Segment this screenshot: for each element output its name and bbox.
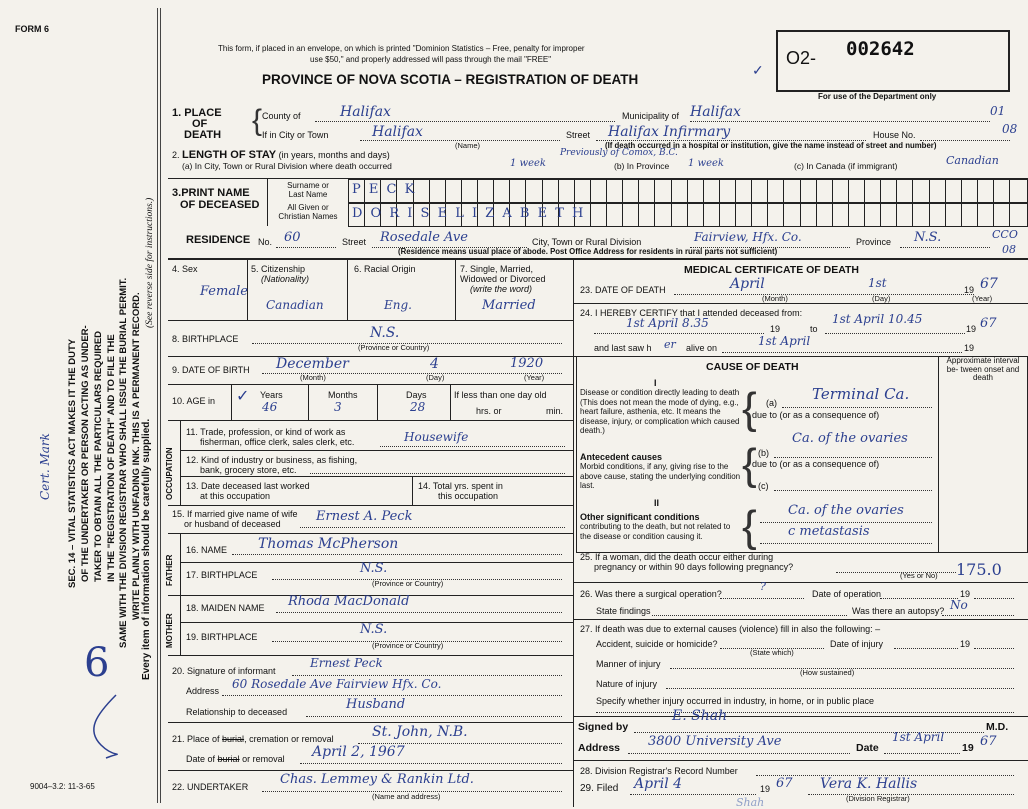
q26-label: 26. Was there a surgical operation? bbox=[580, 589, 722, 599]
md-label: M.D. bbox=[986, 721, 1009, 733]
age-months: 3 bbox=[334, 400, 342, 414]
residence-label: RESIDENCE bbox=[186, 234, 251, 246]
surname-grid bbox=[348, 179, 1028, 203]
informant-sig-label: 20. Signature of informant bbox=[172, 666, 276, 676]
racial-label: 6. Racial Origin bbox=[354, 264, 416, 274]
cause-a-tag: (a) bbox=[766, 398, 777, 408]
injury-year-prefix: 19 bbox=[960, 639, 971, 649]
residence-code-2: 08 bbox=[1002, 243, 1016, 256]
manner-label: Manner of injury bbox=[596, 659, 661, 669]
injury-date-label: Date of injury bbox=[830, 639, 884, 649]
mother-maiden-label: 18. MAIDEN NAME bbox=[186, 603, 265, 613]
reg-number: 002642 bbox=[846, 38, 915, 60]
city-label: If in City or Town bbox=[262, 130, 329, 140]
dob-year: 1920 bbox=[510, 356, 544, 371]
stay-label: 2. LENGTH OF STAY (in years, months and days) bbox=[172, 149, 390, 161]
death-year-prefix: 19 bbox=[964, 285, 975, 295]
law-line-5: SAME WITH THE DIVISION REGISTRAR WHO SHALL ISSUE THE BURIAL PERMIT. bbox=[118, 277, 129, 648]
father-name: Thomas McPherson bbox=[258, 536, 399, 552]
burial-date: April 2, 1967 bbox=[312, 744, 405, 760]
other-brace: { bbox=[742, 502, 757, 551]
law-line-2: OF THE UNDERTAKER OR PERSON ACTING AS UNDER- bbox=[80, 325, 91, 582]
death-date-label: 23. DATE OF DEATH bbox=[580, 285, 666, 295]
burial-place: St. John, N.B. bbox=[372, 724, 468, 740]
autopsy-value: No bbox=[950, 598, 968, 612]
dob-year-hint: (Year) bbox=[524, 373, 545, 382]
birthplace-hint: (Province or Country) bbox=[358, 343, 430, 352]
min-label: min. bbox=[546, 406, 564, 416]
residence-prov-label: Province bbox=[856, 237, 892, 247]
state-which-hint: (State which) bbox=[750, 648, 794, 657]
father-bp: N.S. bbox=[360, 561, 388, 576]
months-label: Months bbox=[328, 390, 358, 400]
q11-value: Housewife bbox=[404, 430, 469, 444]
residence-note: (Residence means usual place of abode. Post Office Address for residents in rural parts not sufficient) bbox=[398, 247, 778, 256]
sign-year-prefix: 19 bbox=[962, 742, 974, 754]
municipality-code: 01 bbox=[990, 104, 1006, 118]
surname-value: P E C K bbox=[352, 182, 417, 197]
less-than-day-label: If less than one day old bbox=[454, 390, 547, 400]
stay-c-label: (c) In Canada (if immigrant) bbox=[794, 161, 898, 171]
q27-label: 27. If death was due to external causes (violence) fill in also the following: – bbox=[580, 624, 881, 634]
margin-note: Cert. Mark bbox=[38, 433, 52, 500]
alive-label: alive on bbox=[686, 343, 718, 353]
county-label: County of bbox=[262, 111, 301, 121]
mother-bp-hint: (Province or Country) bbox=[372, 641, 444, 650]
filed-year: 67 bbox=[776, 776, 793, 791]
informant-addr-label: Address bbox=[186, 686, 220, 696]
stay-a-value: 1 week bbox=[510, 158, 546, 169]
filed-year-prefix: 19 bbox=[760, 784, 771, 794]
q28-label: 28. Division Registrar's Record Number bbox=[580, 766, 738, 776]
law-line-4: IN THE "REGISTRATION OF DEATH" AND TO FILE THE bbox=[106, 334, 117, 582]
findings-label: State findings bbox=[596, 606, 651, 616]
dob-day-hint: (Day) bbox=[426, 373, 445, 382]
residence-div: Fairview, Hfx. Co. bbox=[694, 230, 802, 244]
last-saw-her: er bbox=[664, 338, 676, 351]
deceased-label: 3.PRINT NAME OF DECEASED bbox=[172, 187, 260, 211]
address-value: 3800 University Ave bbox=[648, 734, 782, 749]
mother-maiden: Rhoda MacDonald bbox=[288, 594, 410, 609]
marital-label: 7. Single, Married, Widowed or Divorced (write the word) bbox=[460, 264, 546, 294]
dept-use-label: For use of the Department only bbox=[818, 92, 937, 101]
q11-label: 11. Trade, profession, or kind of work as fisherman, office clerk, sales clerk, etc. bbox=[186, 427, 355, 447]
margin-scrawl bbox=[76, 690, 136, 760]
check-mark-icon: ✓ bbox=[752, 62, 764, 78]
medical-title: MEDICAL CERTIFICATE OF DEATH bbox=[684, 264, 859, 276]
immediate-brace: { bbox=[742, 384, 757, 433]
stay-b-label: (b) In Province bbox=[614, 161, 670, 171]
last-saw-label: and last saw h bbox=[594, 343, 652, 353]
cause-title: CAUSE OF DEATH bbox=[706, 361, 799, 373]
burial-date-label: Date of burial or removal bbox=[186, 754, 285, 764]
q14-label: 14. Total yrs. spent in this occupation bbox=[418, 481, 503, 501]
residence-prov: N.S. bbox=[914, 230, 942, 245]
informant-addr: 60 Rosedale Ave Fairview Hfx. Co. bbox=[232, 677, 442, 691]
dob-month-hint: (Month) bbox=[300, 373, 326, 382]
certify-to-year: 67 bbox=[980, 316, 997, 331]
registrar-hint: (Division Registrar) bbox=[846, 794, 910, 803]
dob-month: December bbox=[276, 356, 349, 372]
days-label: Days bbox=[406, 390, 427, 400]
street-value: Halifax Infirmary bbox=[608, 124, 731, 140]
instruction-line-2: (See reverse side for instructions.) bbox=[145, 197, 155, 328]
form-number: FORM 6 bbox=[15, 24, 50, 34]
father-bp-hint: (Province or Country) bbox=[372, 579, 444, 588]
stay-previous: Previously of Comox, B.C. bbox=[560, 148, 678, 158]
due-to-1: due to (or as a consequence of) bbox=[752, 410, 880, 420]
undertaker-label: 22. UNDERTAKER bbox=[172, 782, 249, 792]
signed-label: Signed by bbox=[578, 721, 629, 733]
informant-sig: Ernest Peck bbox=[310, 656, 383, 670]
cause-b: Ca. of the ovaries bbox=[792, 431, 908, 446]
antecedent-body: Morbid conditions, if any, giving rise to the above cause, stating the underlying condition last. bbox=[580, 462, 741, 490]
postal-note-1: This form, if placed in an envelope, on which is printed "Dominion Statistics – Free, penalty for improper bbox=[218, 44, 585, 53]
other-cond-1: Ca. of the ovaries bbox=[788, 503, 904, 518]
op-year-prefix: 19 bbox=[960, 589, 971, 599]
death-year-hint: (Year) bbox=[972, 294, 993, 303]
undertaker-value: Chas. Lemmey & Rankin Ltd. bbox=[280, 772, 474, 787]
to-label: to bbox=[810, 324, 818, 334]
residence-no-label: No. bbox=[258, 237, 273, 247]
specify-label: Specify whether injury occurred in industry, in home, or in public place bbox=[596, 696, 874, 706]
residence-street-label: Street bbox=[342, 237, 367, 247]
city-value: Halifax bbox=[372, 124, 423, 140]
death-year: 67 bbox=[980, 276, 998, 292]
hrs-label: hrs. or bbox=[476, 406, 502, 416]
signed-value: E. Shah bbox=[672, 708, 728, 724]
age-check-icon: ✓ bbox=[236, 386, 250, 405]
municipality-value: Halifax bbox=[690, 104, 741, 120]
how-sustained-hint: (How sustained) bbox=[800, 668, 855, 677]
margin-mark: 6 bbox=[84, 640, 110, 686]
yes-no-hint: (Yes or No) bbox=[900, 571, 938, 580]
dob-label: 9. DATE OF BIRTH bbox=[172, 365, 250, 375]
q12-label: 12. Kind of industry or business, as fishing, bank, grocery store, etc. bbox=[186, 455, 358, 475]
certify-from: 1st April 8.35 bbox=[626, 316, 709, 330]
sex-label: 4. Sex bbox=[172, 264, 198, 274]
father-bp-label: 17. BIRTHPLACE bbox=[186, 570, 258, 580]
law-line-6: WRITE PLAINLY WITH UNFADING INK. THIS IS A PERMANENT RECORD. bbox=[131, 292, 142, 620]
municipality-label: Municipality of bbox=[622, 111, 680, 121]
place-label: 1. PLACE OF DEATH bbox=[172, 107, 222, 141]
registration-number-box bbox=[776, 30, 1010, 92]
hospital-note: (If death occurred in a hospital or institution, give the name instead of street and number) bbox=[605, 141, 937, 150]
q26-value: ? bbox=[760, 580, 766, 593]
law-line-1: SEC. 14 – VITAL STATISTICS ACT MAKES IT THE DUTY bbox=[67, 338, 78, 588]
accident-label: Accident, suicide or homicide? bbox=[596, 639, 718, 649]
surname-label: Surname or Last Name bbox=[287, 181, 329, 199]
op-date-label: Date of operation bbox=[812, 589, 882, 599]
sign-date-label: Date bbox=[856, 742, 879, 754]
mother-side-label: MOTHER bbox=[165, 613, 174, 648]
nature-label: Nature of injury bbox=[596, 679, 658, 689]
residence-street: Rosedale Ave bbox=[380, 230, 468, 245]
birthplace-label: 8. BIRTHPLACE bbox=[172, 334, 239, 344]
residence-no: 60 bbox=[284, 230, 301, 245]
age-days: 28 bbox=[410, 400, 426, 414]
other-title: Other significant conditions bbox=[580, 512, 700, 522]
house-label: House No. bbox=[873, 130, 916, 140]
dob-day: 4 bbox=[430, 356, 439, 372]
reg-prefix: O2- bbox=[786, 48, 817, 68]
house-code: 08 bbox=[1002, 122, 1018, 136]
citizenship-label: 5. Citizenship (Nationality) bbox=[251, 264, 310, 284]
last-saw-date: 1st April bbox=[758, 334, 811, 348]
mother-bp-label: 19. BIRTHPLACE bbox=[186, 632, 258, 642]
antecedent-title: Antecedent causes bbox=[580, 452, 663, 462]
instruction-line-1: Every item of information should be carefully supplied. bbox=[141, 418, 152, 680]
last-saw-year: 19 bbox=[964, 343, 975, 353]
to-year-prefix: 19 bbox=[966, 324, 977, 334]
bottom-scrawl: Shah bbox=[736, 796, 765, 809]
given-value: D O R I S E L I Z A B E T H bbox=[352, 206, 586, 221]
filed-date: April 4 bbox=[634, 776, 683, 792]
antecedent-brace: { bbox=[742, 440, 757, 489]
other-cond-2: c metastasis bbox=[788, 524, 870, 539]
county-value: Halifax bbox=[340, 104, 391, 120]
q13-label: 13. Date deceased last worked at this occupation bbox=[186, 481, 310, 501]
postal-note-2: use $50," and properly addressed will pass through the mail "FREE" bbox=[310, 55, 552, 64]
residence-code-1: CCO bbox=[992, 228, 1018, 241]
father-name-label: 16. NAME bbox=[186, 545, 228, 555]
occupation-side-label: OCCUPATION bbox=[165, 447, 174, 500]
racial-value: Eng. bbox=[384, 298, 412, 312]
sex-value: Female bbox=[200, 284, 248, 299]
address-label: Address bbox=[578, 742, 621, 754]
autopsy-label: Was there an autopsy? bbox=[852, 606, 945, 616]
place-brace: { bbox=[252, 104, 263, 137]
q29-label: 29. Filed bbox=[580, 783, 619, 794]
residence-div-label: City, Town or Rural Division bbox=[532, 237, 642, 247]
form-title: PROVINCE OF NOVA SCOTIA – REGISTRATION OF DEATH bbox=[262, 72, 639, 87]
cause-b-tag: (b) bbox=[758, 448, 769, 458]
part-1: I bbox=[654, 378, 657, 388]
other-body: contributing to the death, but not related to the disease or condition causing it. bbox=[580, 522, 731, 541]
certify-label: 24. I HEREBY CERTIFY that I attended deceased from: bbox=[580, 308, 803, 318]
burial-place-label: 21. Place of burial, cremation or removal bbox=[172, 734, 334, 744]
spouse-value: Ernest A. Peck bbox=[316, 509, 413, 524]
immediate-cause-label: Disease or condition directly leading to death (This does not mean the mode of dying, e.g., heart failure, asthenia, etc. It means the disease, injury, or complication which caused death.) bbox=[580, 388, 740, 435]
stay-c-value: Canadian bbox=[946, 154, 999, 167]
mother-bp: N.S. bbox=[360, 622, 388, 637]
undertaker-hint: (Name and address) bbox=[372, 792, 441, 801]
footer-code: 9004–3.2: 11-3-65 bbox=[30, 782, 95, 791]
citizenship-value: Canadian bbox=[266, 298, 324, 312]
city-name-hint: (Name) bbox=[455, 141, 481, 150]
death-day-hint: (Day) bbox=[872, 294, 891, 303]
street-label: Street bbox=[566, 130, 591, 140]
sign-year: 67 bbox=[980, 734, 997, 749]
registrar-signature: Vera K. Hallis bbox=[820, 776, 918, 792]
cause-c-tag: (c) bbox=[758, 481, 769, 491]
due-to-2: due to (or as a consequence of) bbox=[752, 459, 880, 469]
interval-label: Approximate interval be- tween onset and death bbox=[946, 356, 1020, 382]
q25-code: 175.0 bbox=[956, 560, 1002, 579]
cause-a: Terminal Ca. bbox=[812, 385, 910, 403]
from-year: 19 bbox=[770, 324, 781, 334]
marital-value: Married bbox=[482, 298, 536, 313]
death-month-hint: (Month) bbox=[762, 294, 788, 303]
certify-to: 1st April 10.45 bbox=[832, 312, 923, 326]
death-month: April bbox=[730, 276, 765, 292]
birthplace-value: N.S. bbox=[370, 325, 400, 341]
part-2: II bbox=[654, 498, 660, 508]
stay-b-value: 1 week bbox=[688, 158, 724, 169]
father-side-label: FATHER bbox=[165, 554, 174, 586]
given-label: All Given or Christian Names bbox=[278, 203, 338, 221]
law-line-3: TAKER TO OBTAIN ALL THE PARTICULARS REQUIRED bbox=[93, 330, 104, 582]
informant-rel-label: Relationship to deceased bbox=[186, 707, 288, 717]
age-years: 46 bbox=[262, 400, 278, 414]
death-day: 1st bbox=[868, 276, 887, 290]
age-label: 10. AGE in bbox=[172, 396, 216, 406]
sign-date: 1st April bbox=[892, 730, 945, 744]
q25-label: 25. If a woman, did the death occur either during pregnancy or within 90 days following pregnancy? bbox=[580, 552, 794, 572]
informant-rel: Husband bbox=[346, 697, 406, 712]
spouse-label: 15. If married give name of wife or husband of deceased bbox=[172, 509, 298, 529]
years-label: Years bbox=[260, 390, 283, 400]
stay-a-label: (a) In City, Town or Rural Division where death occurred bbox=[182, 161, 392, 171]
